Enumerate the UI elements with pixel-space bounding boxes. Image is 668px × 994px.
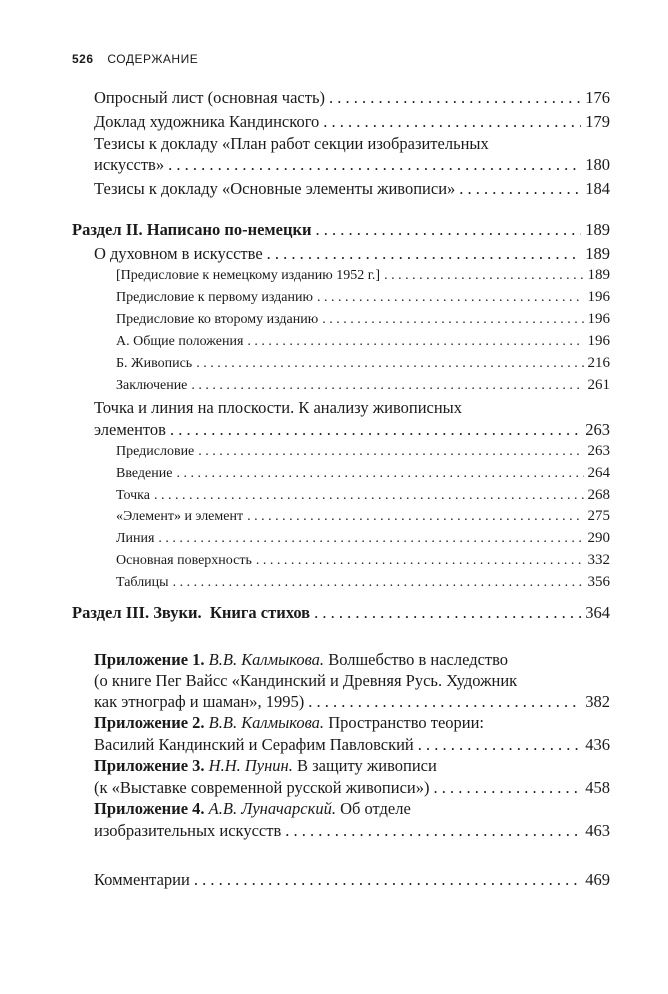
appendix-4-line1: Приложение 4. А.В. Луначарский. Об отделе (94, 799, 411, 818)
running-title: СОДЕРЖАНИЕ (107, 52, 199, 66)
toc-subentry: Линия . . . 290 (116, 530, 610, 547)
appendix-1-line2: (о книге Пег Вайсс «Кандинский и Древняя Русь. Художник (94, 671, 518, 690)
toc-section-heading: Раздел II. Написано по-немецки . . . 189 (72, 220, 610, 240)
toc-entry: Тезисы к докладу «Основные элементы живописи» . . . 184 (94, 179, 610, 199)
toc-entry-line: Точка и линия на плоскости. К анализу живописных (94, 398, 463, 417)
toc-subentry: А. Общие положения . . . 196 (116, 333, 610, 350)
toc-subentry: Предисловие . . . 263 (116, 443, 610, 460)
toc-subentry: «Элемент» и элемент . . . 275 (116, 508, 610, 525)
toc-subentry: Б. Живопись . . . 216 (116, 355, 610, 372)
toc-entry-line: Тезисы к докладу «План работ секции изобразительных (94, 134, 489, 153)
toc-entry: элементов . . . 263 (94, 420, 610, 440)
toc-entry-comments: Комментарии . . . 469 (94, 870, 610, 890)
toc-entry: как этнограф и шаман», 1995) . . . 382 (94, 692, 610, 712)
toc-entry: искусств» . . . 180 (94, 155, 610, 175)
toc-entry: Доклад художника Кандинского . . . 179 (94, 112, 610, 132)
toc-entry: Василий Кандинский и Серафим Павловский . . . 436 (94, 735, 610, 755)
toc-subentry: Точка . . . 268 (116, 487, 610, 504)
toc-entry: (к «Выставке современной русской живописи») . . . 458 (94, 778, 610, 798)
toc-subentry: Заключение . . . 261 (116, 377, 610, 394)
toc-entry: О духовном в искусстве . . . 189 (94, 244, 610, 264)
toc-subentry: Предисловие ко второму изданию . . . 196 (116, 311, 610, 328)
appendix-3-line1: Приложение 3. Н.Н. Пунин. В защиту живописи (94, 756, 437, 775)
toc-subentry: [Предисловие к немецкому изданию 1952 г.] . . . 189 (116, 267, 610, 284)
appendix-2-line1: Приложение 2. В.В. Калмыкова. Пространство теории: (94, 713, 485, 732)
running-header (72, 52, 198, 66)
page-number: 526 (72, 52, 94, 66)
toc-subentry: Введение . . . 264 (116, 465, 610, 482)
toc-subentry: Основная поверхность . . . 332 (116, 552, 610, 569)
toc-entry: Опросный лист (основная часть) . . . 176 (94, 88, 610, 108)
toc-section-heading: Раздел III. Звуки. Книга стихов . . . 364 (72, 603, 610, 623)
toc-entry: изобразительных искусств . . . 463 (94, 821, 610, 841)
toc-subentry: Таблицы . . . 356 (116, 574, 610, 591)
appendix-1-line1: Приложение 1. В.В. Калмыкова. Волшебство в наследство (94, 650, 509, 669)
toc-subentry: Предисловие к первому изданию . . . 196 (116, 289, 610, 306)
